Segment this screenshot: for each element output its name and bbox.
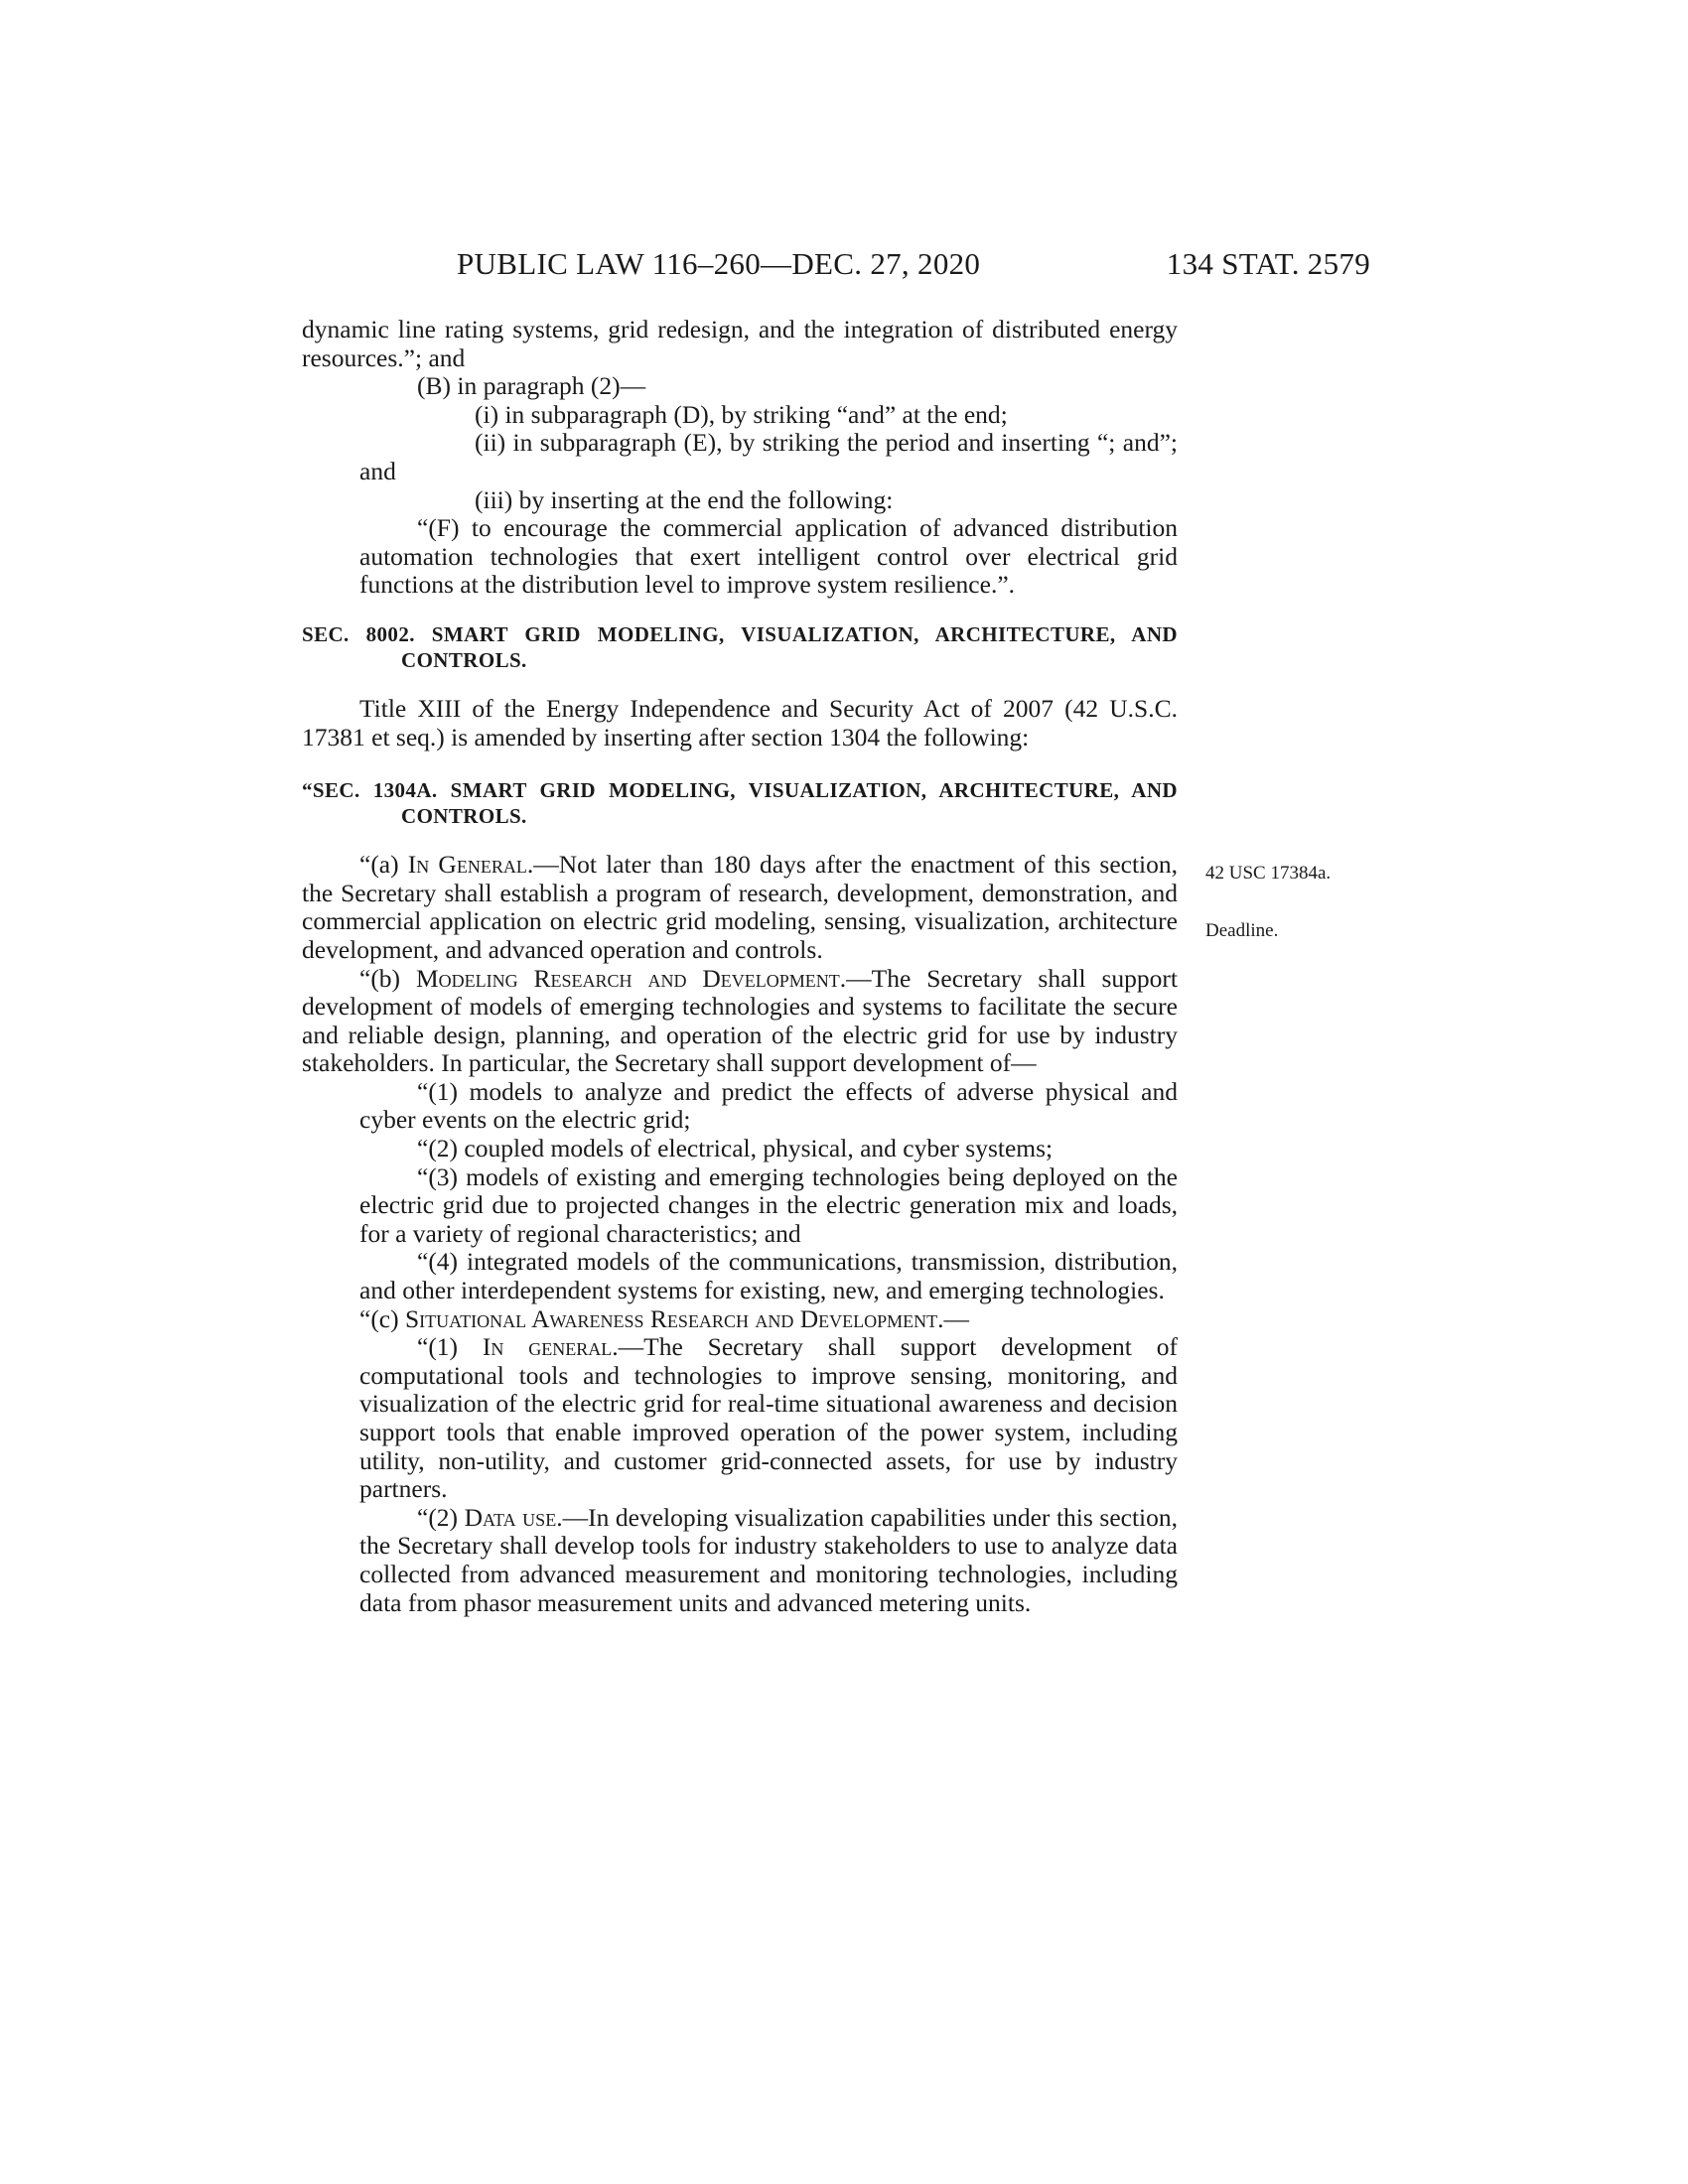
paragraph: Title XIII of the Energy Independence and Security Act of 2007 (42 U.S.C. 17381 et seq.) is amended by inserting after section 1304 the following: [302, 693, 1178, 751]
clause-ii: (ii) in subparagraph (E), by striking the period and inserting “; and”; and [359, 428, 1178, 485]
subsection-a-prefix: “(a) [359, 850, 408, 880]
paragraph-b4: “(4) integrated models of the communications, transmission, distribution, and other interdependent systems for existing, new, and emerging technologies. [359, 1247, 1178, 1305]
running-head [457, 246, 1370, 286]
subsection-c-prefix: “(c) [359, 1303, 405, 1333]
subsection-c-text: .— [937, 1303, 969, 1333]
subsection-b-text: .—The Secretary shall support development of models of emerging technologies and systems to facilitate the secure and reliable design, planning, and operation of the electric grid for use by industry stakeholders. In particular, the Secretary shall support development of— [302, 963, 1178, 1078]
paragraph-c2-prefix: “(2) [417, 1502, 465, 1532]
clause-i: (i) in subparagraph (D), by striking “and” at the end; [475, 399, 1008, 429]
paragraph-b2: “(2) coupled models of electrical, physical, and cyber systems; [417, 1134, 1054, 1163]
body-text [302, 316, 1178, 1617]
quoted-subparagraph-f: “(F) to encourage the commercial application of advanced distribution automation technologies that exert intelligent control over electrical grid functions at the distribution level to improve system resilience.”. [359, 513, 1178, 600]
subsection-b [302, 965, 1178, 1078]
paragraph-c2-heading: Data use [464, 1502, 557, 1532]
paragraph-c1 [302, 1333, 1178, 1504]
subsection-a [302, 851, 1178, 964]
paragraph-b1: “(1) models to analyze and predict the effects of adverse physical and cyber events on the electric grid; [359, 1076, 1178, 1135]
paragraph-c2-text: .—In developing visualization capabilities under this section, the Secretary shall develop tools for industry stakeholders to use to analyze data collected from advanced measurement and monitoring technologies, including data from phasor measurement units and advanced metering units. [359, 1502, 1178, 1617]
subsection-b-heading: Modeling Research and Development [415, 963, 840, 993]
clause-iii: (iii) by inserting at the end the following: [475, 484, 894, 514]
section-8002-heading: SEC. 8002. SMART GRID MODELING, VISUALIZATION, ARCHITECTURE, AND CONTROLS. [302, 621, 1178, 672]
paragraph-c1-text: .—The Secretary shall support development of computational tools and technologies to improve sensing, monitoring, and visualization of the electric grid for real-time situational awareness and decision support tools that enable improved operation of the power system, including utility, non-utility, and customer grid-connected assets, for use by industry partners. [359, 1332, 1178, 1504]
paragraph-c2 [302, 1504, 1178, 1617]
statute-page-number: 134 STAT. 2579 [1166, 246, 1370, 281]
subsection-c-heading: Situational Awareness Research and Development [405, 1303, 938, 1333]
paragraph-b3: “(3) models of existing and emerging technologies being deployed on the electric grid due to projected changes in the electric generation mix and loads, for a variety of regional characteristics; and [359, 1161, 1178, 1248]
public-law-title: PUBLIC LAW 116–260—DEC. 27, 2020 [457, 246, 981, 281]
subsection-c [302, 1305, 1178, 1334]
paragraph: dynamic line rating systems, grid redesign, and the integration of distributed energy resources.”; and [302, 315, 1178, 372]
deadline-note: Deadline. [1205, 920, 1279, 941]
paragraph-c1-prefix: “(1) [417, 1332, 483, 1362]
subsection-a-text: .—Not later than 180 days after the enactment of this section, the Secretary shall establish a program of research, development, demonstration, and commercial application on electric grid modeling, sensing, visualization, architecture development, and advanced operation and controls. [302, 850, 1179, 964]
clause-b: (B) in paragraph (2)— [417, 371, 646, 401]
subsection-b-prefix: “(b) [359, 963, 416, 993]
subsection-a-heading: In General [407, 850, 527, 880]
paragraph-c1-heading: In general [482, 1332, 613, 1362]
section-1304a-heading: “SEC. 1304A. SMART GRID MODELING, VISUALIZATION, ARCHITECTURE, AND CONTROLS. [302, 778, 1178, 829]
usc-citation-note: 42 USC 17384a. [1205, 863, 1332, 884]
